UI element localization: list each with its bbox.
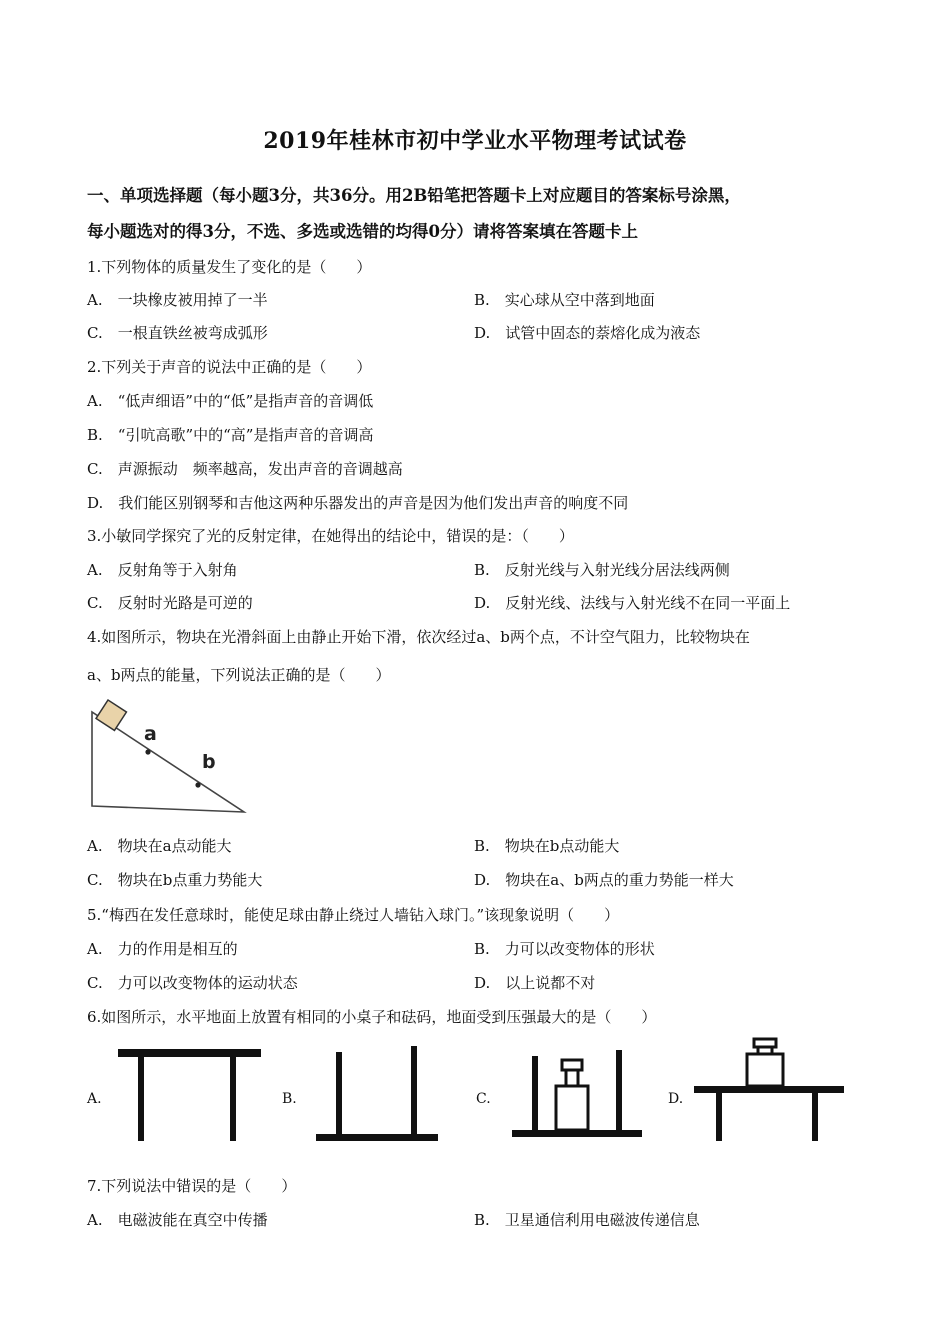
question-2-option-b[interactable]: B. “引吭高歌”中的“高”是指声音的音调高 (87, 426, 374, 444)
table-leg-left (716, 1093, 722, 1141)
question-6-option-a-label[interactable]: A. (87, 1091, 102, 1107)
question-1-option-a[interactable]: A. 一块橡皮被用掉了一半 (87, 291, 268, 309)
question-3-option-a[interactable]: A. 反射角等于入射角 (87, 561, 238, 579)
tabletop (118, 1049, 261, 1057)
question-4-option-b[interactable]: B. 物块在b点动能大 (474, 837, 620, 855)
question-4-stem-line1: 4.如图所示，物块在光滑斜面上由静止开始下滑，依次经过a、b两个点，不计空气阻力，比较物块在 (87, 628, 750, 646)
question-4-stem-line2: a、b两点的能量，下列说法正确的是（ ） (87, 666, 391, 684)
table-figure-d (694, 1036, 846, 1146)
section-header-line2: 每小题选对的得3分，不选、多选或选错的均得0分）请将答案填在答题卡上 (87, 222, 638, 241)
question-2-option-c[interactable]: C. 声源振动 频率越高，发出声音的音调越高 (87, 460, 403, 478)
question-1-stem: 1.下列物体的质量发生了变化的是（ ） (87, 258, 372, 276)
tabletop (694, 1086, 844, 1093)
question-3-option-d[interactable]: D. 反射光线、法线与入射光线不在同一平面上 (474, 594, 791, 612)
question-2-option-a[interactable]: A. “低声细语”中的“低”是指声音的音调低 (87, 392, 374, 410)
table-leg-right (411, 1046, 417, 1134)
tabletop (512, 1130, 642, 1137)
table-leg-right (230, 1057, 236, 1141)
table-leg-left (336, 1052, 342, 1134)
question-6-option-b-label[interactable]: B. (282, 1091, 297, 1107)
question-1-option-d[interactable]: D. 试管中固态的萘熔化成为液态 (474, 324, 701, 342)
table-leg-right (812, 1093, 818, 1141)
page-title: 2019年桂林市初中学业水平物理考试试卷 (263, 128, 687, 154)
question-5-stem: 5.“梅西在发任意球时，能使足球由静止绕过人墙钻入球门。”该现象说明（ ） (87, 906, 620, 924)
question-1-option-b[interactable]: B. 实心球从空中落到地面 (474, 291, 655, 309)
question-4-option-a[interactable]: A. 物块在a点动能大 (87, 837, 232, 855)
table-leg-left (138, 1057, 144, 1141)
question-5-option-b[interactable]: B. 力可以改变物体的形状 (474, 940, 655, 958)
weight-knob (562, 1060, 582, 1070)
table-leg-right (616, 1050, 622, 1130)
question-4-option-d[interactable]: D. 物块在a、b两点的重力势能一样大 (474, 871, 734, 889)
question-6-option-d-label[interactable]: D. (668, 1091, 684, 1107)
question-5-option-a[interactable]: A. 力的作用是相互的 (87, 940, 238, 958)
question-6-option-c-label[interactable]: C. (476, 1091, 491, 1107)
question-5-option-d[interactable]: D. 以上说都不对 (474, 974, 596, 992)
question-1-option-c[interactable]: C. 一根直铁丝被弯成弧形 (87, 324, 268, 342)
question-2-stem: 2.下列关于声音的说法中正确的是（ ） (87, 358, 372, 376)
weight-body (747, 1054, 783, 1086)
point-a-dot (145, 749, 150, 754)
table-figure-a (118, 1046, 263, 1146)
question-3-option-c[interactable]: C. 反射时光路是可逆的 (87, 594, 253, 612)
question-7-option-b[interactable]: B. 卫星通信利用电磁波传递信息 (474, 1211, 700, 1229)
table-figure-c (512, 1046, 644, 1141)
question-7-stem: 7.下列说法中错误的是（ ） (87, 1177, 297, 1195)
question-5-option-c[interactable]: C. 力可以改变物体的运动状态 (87, 974, 298, 992)
point-b-dot (195, 782, 200, 787)
sliding-block (96, 700, 126, 730)
question-3-stem: 3.小敏同学探究了光的反射定律，在她得出的结论中，错误的是：（ ） (87, 527, 574, 545)
weight-neck (566, 1070, 578, 1086)
question-2-option-d[interactable]: D. 我们能区别钢琴和吉他这两种乐器发出的声音是因为他们发出声音的响度不同 (87, 494, 629, 512)
question-6-stem: 6.如图所示，水平地面上放置有相同的小桌子和砝码，地面受到压强最大的是（ ） (87, 1008, 657, 1026)
question-4-option-c[interactable]: C. 物块在b点重力势能大 (87, 871, 263, 889)
weight-knob (754, 1039, 776, 1047)
tabletop (316, 1134, 438, 1141)
question-3-option-b[interactable]: B. 反射光线与入射光线分居法线两侧 (474, 561, 730, 579)
point-a-label: a (144, 723, 157, 745)
table-leg-left (532, 1056, 538, 1130)
point-b-label: b (202, 751, 216, 773)
incline-diagram (86, 698, 256, 816)
weight-body (556, 1086, 588, 1130)
question-7-option-a[interactable]: A. 电磁波能在真空中传播 (87, 1211, 268, 1229)
table-figure-b (316, 1046, 441, 1146)
section-header-line1: 一、单项选择题（每小题3分，共36分。用2B铅笔把答题卡上对应题目的答案标号涂黑， (87, 186, 741, 205)
